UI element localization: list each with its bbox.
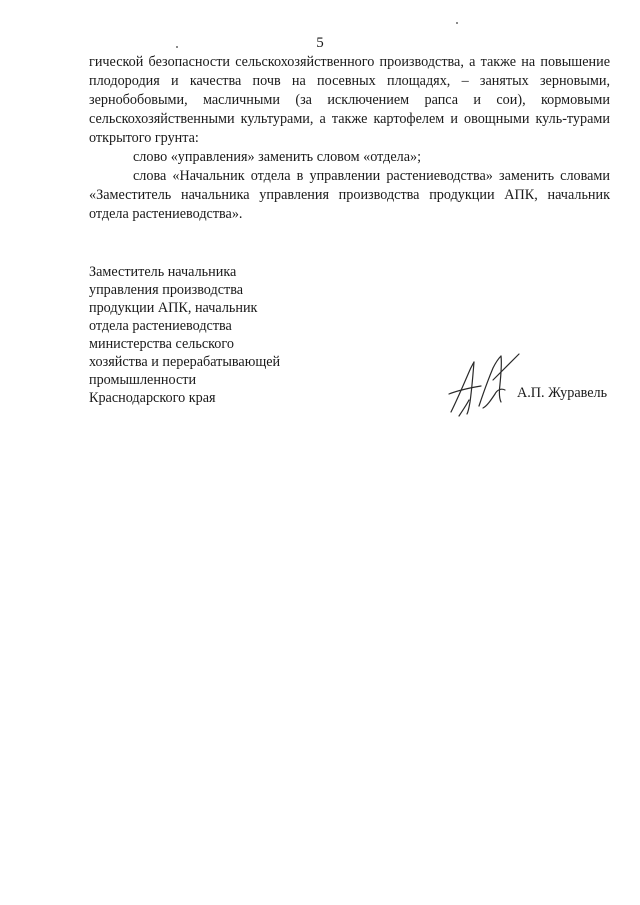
paragraph-continuation: гической безопасности сельскохозяйственного производства, а также на повышение плодородия и качества почв на посевных площадях, – занятых зерновыми, зернобобовыми, масличными (за исключением рапса и сои), кормовыми сельскохозяйственными культурами, а также картофелем и овощными куль-турами открытого грунта: xyxy=(89,54,610,146)
position-line: промышленности xyxy=(89,372,197,388)
signer-name: А.П. Журавель xyxy=(517,385,608,401)
signature-stroke xyxy=(483,389,505,408)
signature-stroke xyxy=(479,356,501,406)
signature-stroke xyxy=(451,362,474,412)
position-line: хозяйства и перерабатывающей xyxy=(89,354,281,370)
paragraph-amendment-2: слова «Начальник отдела в управлении растениеводства» заменить словами «Заместитель начальника управления производства продукции АПК, начальник отдела растениеводства». xyxy=(89,168,610,222)
position-line: продукции АПК, начальник xyxy=(89,300,258,316)
position-line: Заместитель начальника xyxy=(89,264,237,280)
signatory-position xyxy=(89,263,329,407)
position-line: управления производства xyxy=(89,282,244,298)
signature-stroke xyxy=(449,386,481,394)
page-number: 5 xyxy=(316,35,324,51)
signature-stroke xyxy=(493,354,519,380)
paragraph-amendment-1: слово «управления» заменить словом «отдела»; xyxy=(133,149,422,165)
position-line: Краснодарского края xyxy=(89,390,216,406)
handwritten-signature xyxy=(445,350,525,420)
document-body xyxy=(89,53,610,224)
position-line: отдела растениеводства xyxy=(89,318,232,334)
scan-artifact xyxy=(456,22,458,24)
signature-stroke xyxy=(499,356,501,402)
position-line: министерства сельского xyxy=(89,336,234,352)
